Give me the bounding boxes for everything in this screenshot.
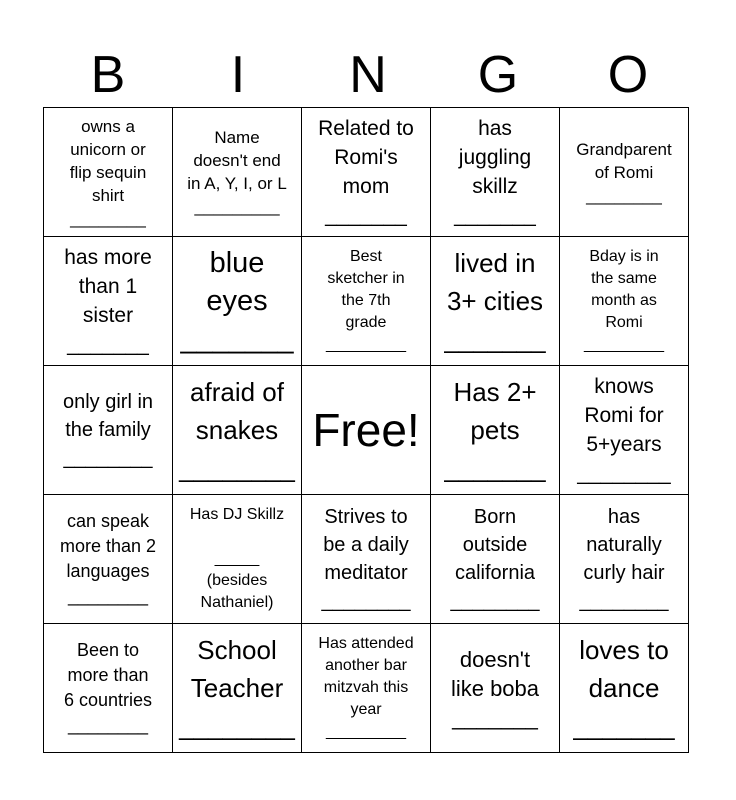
header-letter-n: N [349,46,387,104]
header-letter-g: G [477,46,519,104]
bingo-cell[interactable] [431,366,560,495]
header-letter-i: I [230,46,246,104]
cell-text: has more than 1 sister _______ [64,246,152,356]
bingo-cell[interactable] [431,108,560,237]
bingo-cell[interactable] [431,237,560,366]
header-letter-b: B [90,46,126,104]
cell-text: can speak more than 2 languages ________ [59,511,157,606]
cell-text: only girl in the family ________ [62,391,154,469]
free-space-cell[interactable] [302,366,431,495]
bingo-cell[interactable] [560,237,689,366]
free-space-label: Free! [312,404,420,456]
cell-text: Been to more than 6 countries ________ [63,640,153,735]
cell-text: Name doesn't end in A, Y, I, or L _________ [187,128,287,216]
cell-text: Born outside california ________ [450,506,540,612]
bingo-cell[interactable] [302,495,431,624]
cell-text: Related to Romi's mom _______ [318,117,414,227]
cell-text: has juggling skillz _______ [454,117,536,227]
cell-text: Strives to be a daily meditator ________ [321,506,411,612]
cell-text: knows Romi for 5+years ________ [577,375,671,485]
bingo-grid [43,107,689,753]
bingo-cell[interactable] [431,624,560,753]
bingo-cell[interactable] [44,495,173,624]
bingo-cell[interactable] [560,108,689,237]
bingo-cell[interactable] [44,366,173,495]
bingo-cell[interactable] [431,495,560,624]
cell-text: Has DJ Skillz _____ (besides Nathaniel) [189,506,285,611]
cell-text: Best sketcher in the 7th grade _________ [325,248,407,353]
grid-row [44,366,689,495]
cell-text: School Teacher ________ [179,635,295,741]
bingo-cell[interactable] [560,366,689,495]
bingo-cell[interactable] [302,624,431,753]
bingo-cell[interactable] [173,366,302,495]
bingo-cell[interactable] [44,108,173,237]
bingo-cell[interactable] [44,624,173,753]
bingo-cell[interactable] [560,495,689,624]
grid-row [44,495,689,624]
bingo-cell[interactable] [173,495,302,624]
grid-row [44,624,689,753]
bingo-cell[interactable] [560,624,689,753]
cell-text: Has 2+ pets _______ [444,377,546,483]
bingo-cell[interactable] [173,237,302,366]
bingo-cell[interactable] [302,108,431,237]
grid-row [44,237,689,366]
bingo-cell[interactable] [173,108,302,237]
cell-text: doesn't like boba _______ [450,646,540,730]
cell-text: has naturally curly hair ________ [579,506,669,612]
bingo-cell[interactable] [302,237,431,366]
bingo-header [43,42,693,108]
grid-row [44,108,689,237]
cell-text: blue eyes _______ [180,247,294,355]
cell-text: Bday is in the same month as Romi _________ [583,248,665,353]
cell-text: afraid of snakes ________ [179,377,295,483]
cell-text: Has attended another bar mitzvah this year _________ [318,635,414,740]
bingo-cell[interactable] [173,624,302,753]
cell-text: Grandparent of Romi ________ [576,139,672,205]
cell-text: loves to dance _______ [573,635,675,741]
cell-text: owns a unicorn or flip sequin shirt ________ [69,116,147,228]
bingo-cell[interactable] [44,237,173,366]
cell-text: lived in 3+ cities _______ [444,248,546,354]
header-letter-o: O [607,46,649,104]
